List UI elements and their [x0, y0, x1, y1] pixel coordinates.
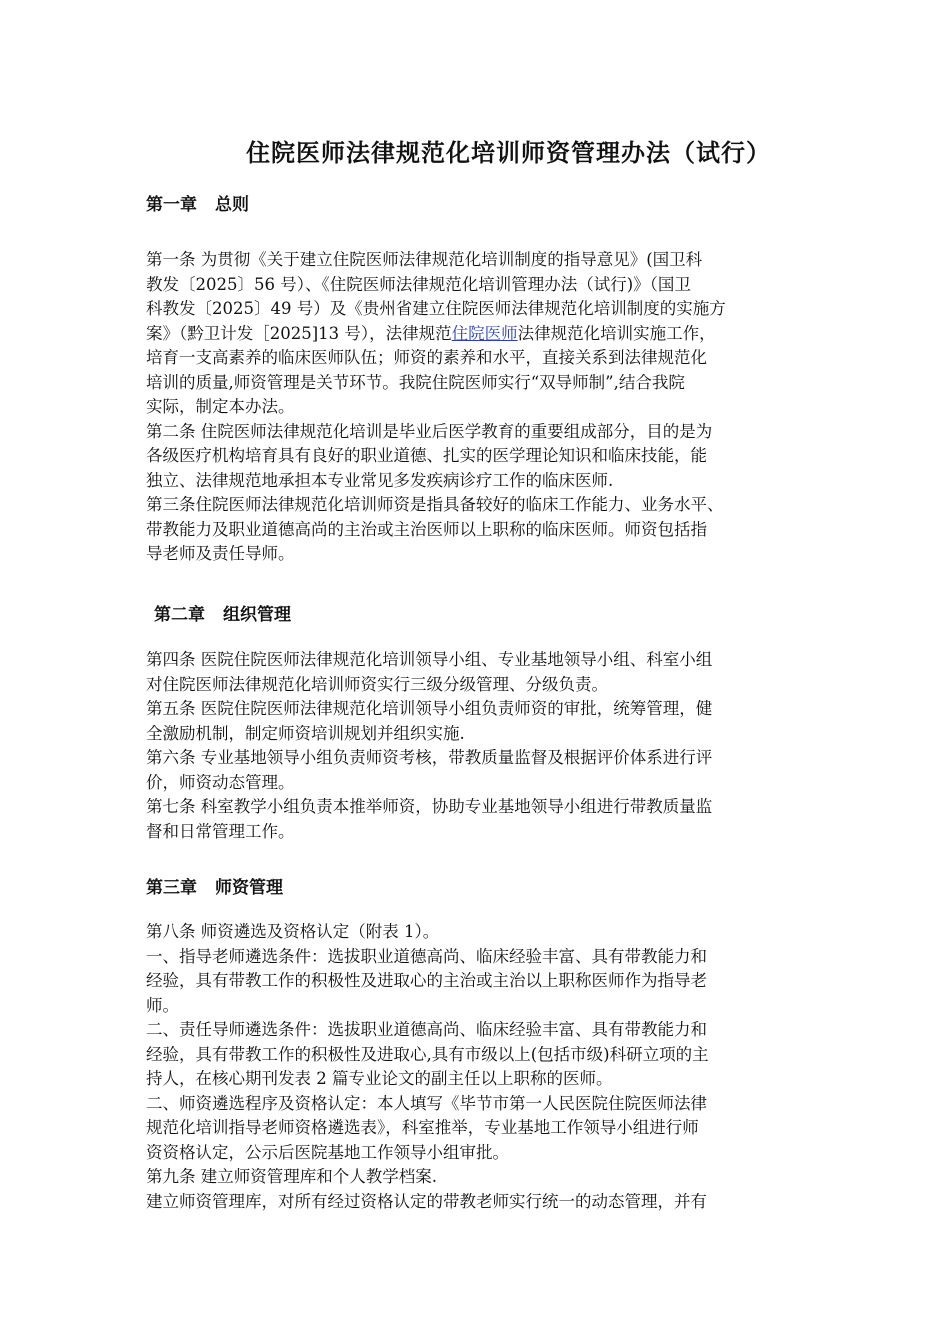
- text-line: 二、师资遴选程序及资格认定：本人填写《毕节市第一人民医院住院医师法律: [146, 1093, 707, 1113]
- text-line: 第五条 医院住院医师法律规范化培训领导小组负责师资的审批，统筹管理，健: [146, 699, 713, 718]
- chapter-number: 第三章: [146, 878, 197, 898]
- text-line: 导老师及责任导师。: [146, 544, 295, 563]
- chapter-number: 第一章: [146, 195, 197, 215]
- text-line: 第四条 医院住院医师法律规范化培训领导小组、专业基地领导小组、科室小组: [146, 650, 713, 669]
- text-line: 资资格认定，公示后医院基地工作领导小组审批。: [146, 1142, 509, 1162]
- articles-4-7: [146, 648, 810, 844]
- text-line: 带教能力及职业道德高尚的主治或主治医师以上职称的临床医师。师资包括指: [146, 519, 707, 539]
- chapter-3-heading: [146, 873, 283, 898]
- chapter-name: 总则: [215, 195, 249, 215]
- text-line: 全激励机制，制定师资培训规划并组织实施.: [146, 723, 465, 743]
- text-line: 第六条 专业基地领导小组负责师资考核，带教质量监督及根据评价体系进行评: [146, 748, 713, 767]
- text-line: 第八条 师资遴选及资格认定（附表 1）。: [146, 922, 440, 941]
- text-line: 独立、法律规范地承担本专业常见多发疾病诊疗工作的临床医师.: [146, 470, 614, 490]
- text-line: 科教发〔2025〕49 号）及《贵州省建立住院医师法律规范化培训制度的实施方: [146, 299, 726, 318]
- article-1: [146, 248, 810, 567]
- text-segment: 案》（黔卫计发［2025]13 号），法律规范: [146, 323, 452, 343]
- text-line: 培育一支高素养的临床医师队伍；师资的素养和水平，直接关系到法律规范化: [146, 348, 707, 367]
- text-line: 经验，具有带教工作的积极性及进取心的主治或主治以上职称医师作为指导老: [146, 971, 707, 990]
- articles-8-9: [146, 920, 810, 1214]
- text-line: 师。: [146, 995, 179, 1015]
- text-line: [146, 322, 810, 347]
- text-line: 第二条 住院医师法律规范化培训是毕业后医学教育的重要组成部分，目的是为: [146, 421, 713, 441]
- chapter-2-heading: [154, 600, 291, 625]
- chapter-number: 第二章: [154, 605, 205, 625]
- text-line: 规范化培训指导老师资格遴选表》，科室推举，专业基地工作领导小组进行师: [146, 1118, 699, 1137]
- text-line: 第九条 建立师资管理库和个人教学档案.: [146, 1167, 437, 1186]
- chapter-name: 师资管理: [215, 878, 283, 898]
- text-segment: 法律规范化培训实施工作，: [517, 323, 716, 343]
- text-line: 价，师资动态管理。: [146, 772, 295, 792]
- text-line: 督和日常管理工作。: [146, 821, 295, 841]
- document-title: 住院医师法律规范化培训师资管理办法（试行）: [246, 138, 771, 167]
- text-line: 持人，在核心期刊发表 2 篇专业论文的副主任以上职称的医师。: [146, 1069, 613, 1088]
- text-line: 第三条住院医师法律规范化培训师资是指具备较好的临床工作能力、业务水平、: [146, 495, 724, 514]
- resident-doctor-link[interactable]: 住院医师: [451, 323, 518, 343]
- chapter-1-heading: [146, 190, 249, 215]
- text-line: 第七条 科室教学小组负责本推举师资，协助专业基地领导小组进行带教质量监: [146, 797, 713, 816]
- chapter-name: 组织管理: [223, 605, 291, 625]
- text-line: 经验，具有带教工作的积极性及进取心,具有市级以上(包括市级)科研立项的主: [146, 1044, 709, 1064]
- text-line: 二、责任导师遴选条件：选拔职业道德高尚、临床经验丰富、具有带教能力和: [146, 1020, 707, 1039]
- text-line: 教发〔2025〕56 号）、《住院医师法律规范化培训管理办法（试行)》（国卫: [146, 274, 691, 294]
- text-line: 一、指导老师遴选条件：选拔职业道德高尚、临床经验丰富、具有带教能力和: [146, 946, 707, 966]
- text-line: 建立师资管理库，对所有经过资格认定的带教老师实行统一的动态管理，并有: [146, 1191, 707, 1211]
- text-line: 第一条 为贯彻《关于建立住院医师法律规范化培训制度的指导意见》(国卫科: [146, 250, 703, 269]
- text-line: 对住院医师法律规范化培训师资实行三级分级管理、分级负责。: [146, 674, 608, 694]
- text-line: 各级医疗机构培育具有良好的职业道德、扎实的医学理论知识和临床技能，能: [146, 446, 707, 465]
- text-line: 实际，制定本办法。: [146, 397, 295, 416]
- text-line: 培训的质量,师资管理是关节环节。我院住院医师实行“双导师制”,结合我院: [146, 372, 685, 392]
